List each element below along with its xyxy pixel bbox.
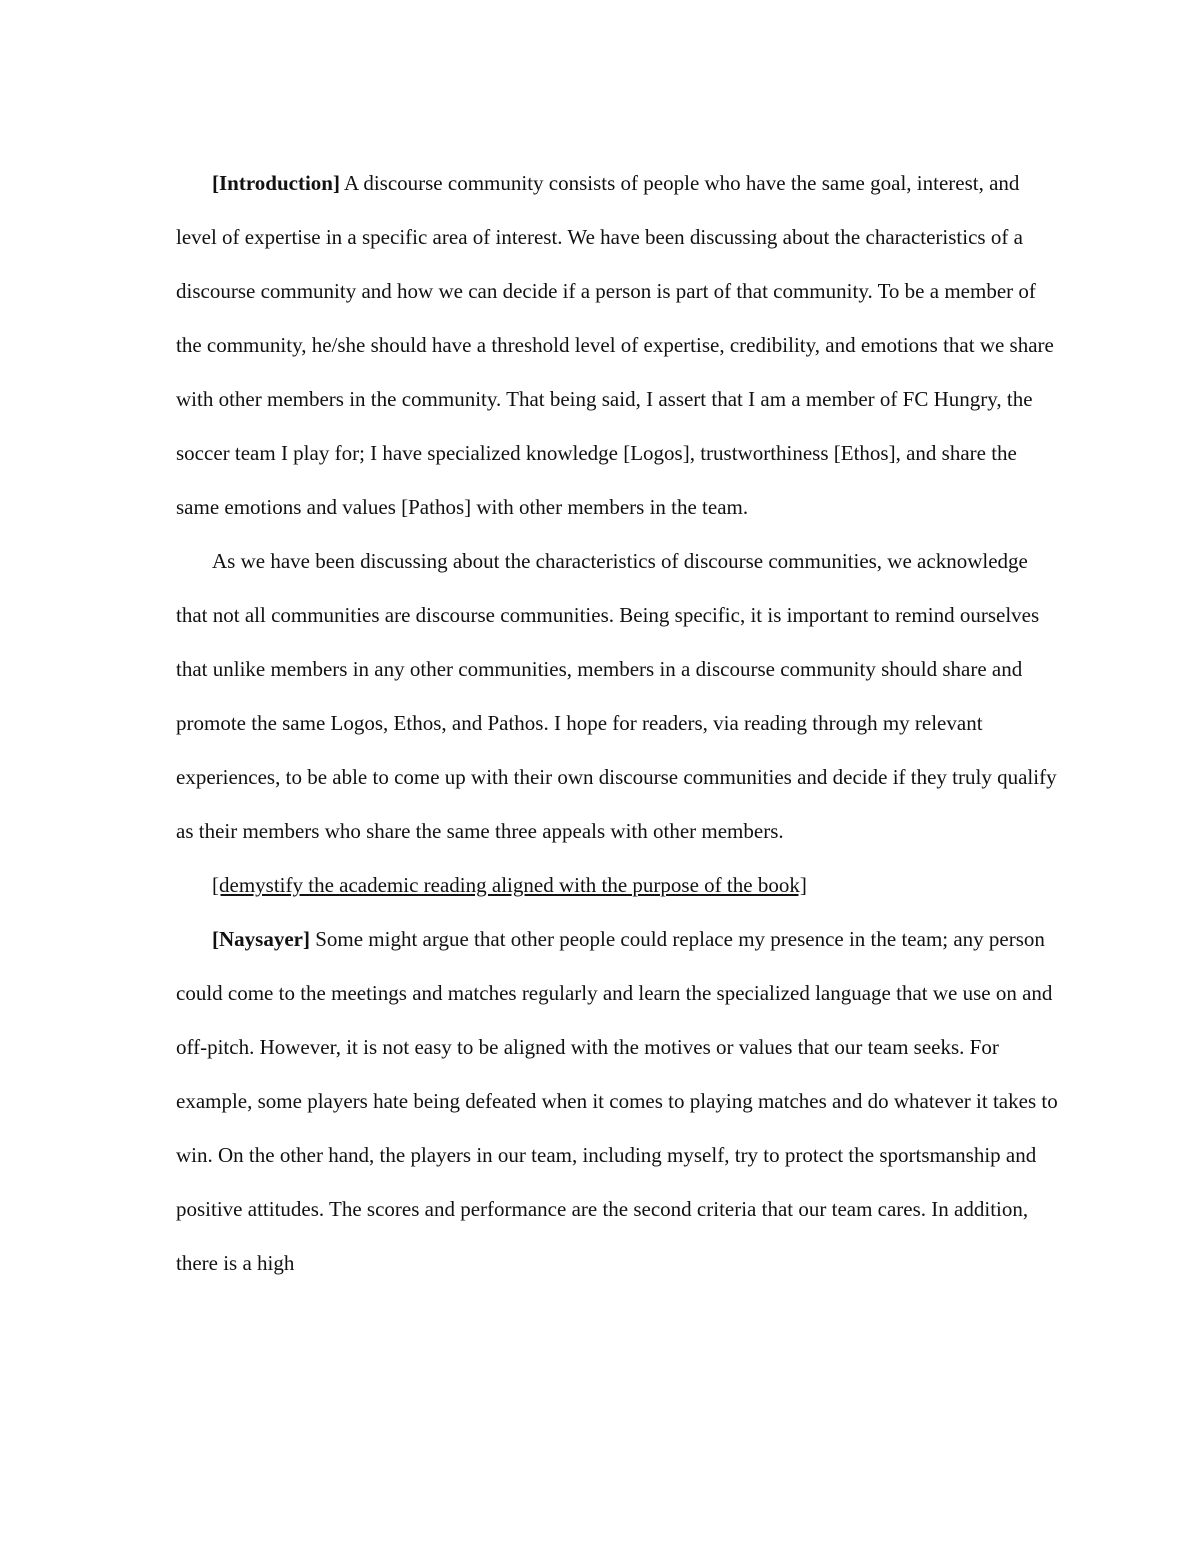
- paragraph-introduction: [176, 156, 1062, 534]
- introduction-text: A discourse community consists of people who have the same goal, interest, and level of expertise in a specific area of interest. We have been discussing about the characteristics of a discourse community and how we can decide if a person is part of that community. To be a member of the community, he/she should have a threshold level of expertise, credibility, and emotions that we share with other members in the community. That being said, I assert that I am a member of FC Hungry, the soccer team I play for; I have specialized knowledge [Logos], trustworthiness [Ethos], and share the same emotions and values [Pathos] with other members in the team.: [176, 171, 1054, 519]
- naysayer-label: [Naysayer]: [212, 927, 310, 951]
- paragraph-discourse-communities: [176, 534, 1062, 858]
- document-body: [176, 156, 1062, 1290]
- naysayer-text: Some might argue that other people could replace my presence in the team; any person could come to the meetings and matches regularly and learn the specialized language that we use on and off-pitch. However, it is not easy to be aligned with the motives or values that our team seeks. For example, some players hate being defeated when it comes to playing matches and do whatever it takes to win. On the other hand, the players in our team, including myself, try to protect the sportsmanship and positive attitudes. The scores and performance are the second criteria that our team cares. In addition, there is a high: [176, 927, 1058, 1275]
- bracketed-note-text: [demystify the academic reading aligned with the purpose of the book]: [212, 873, 807, 897]
- paragraph-naysayer: [176, 912, 1062, 1290]
- introduction-label: [Introduction]: [212, 171, 340, 195]
- discourse-communities-text: As we have been discussing about the characteristics of discourse communities, we acknowledge that not all communities are discourse communities. Being specific, it is important to remind ourselves that unlike members in any other communities, members in a discourse community should share and promote the same Logos, Ethos, and Pathos. I hope for readers, via reading through my relevant experiences, to be able to come up with their own discourse communities and decide if they truly qualify as their members who share the same three appeals with other members.: [176, 549, 1057, 843]
- bracketed-note: [176, 858, 1062, 912]
